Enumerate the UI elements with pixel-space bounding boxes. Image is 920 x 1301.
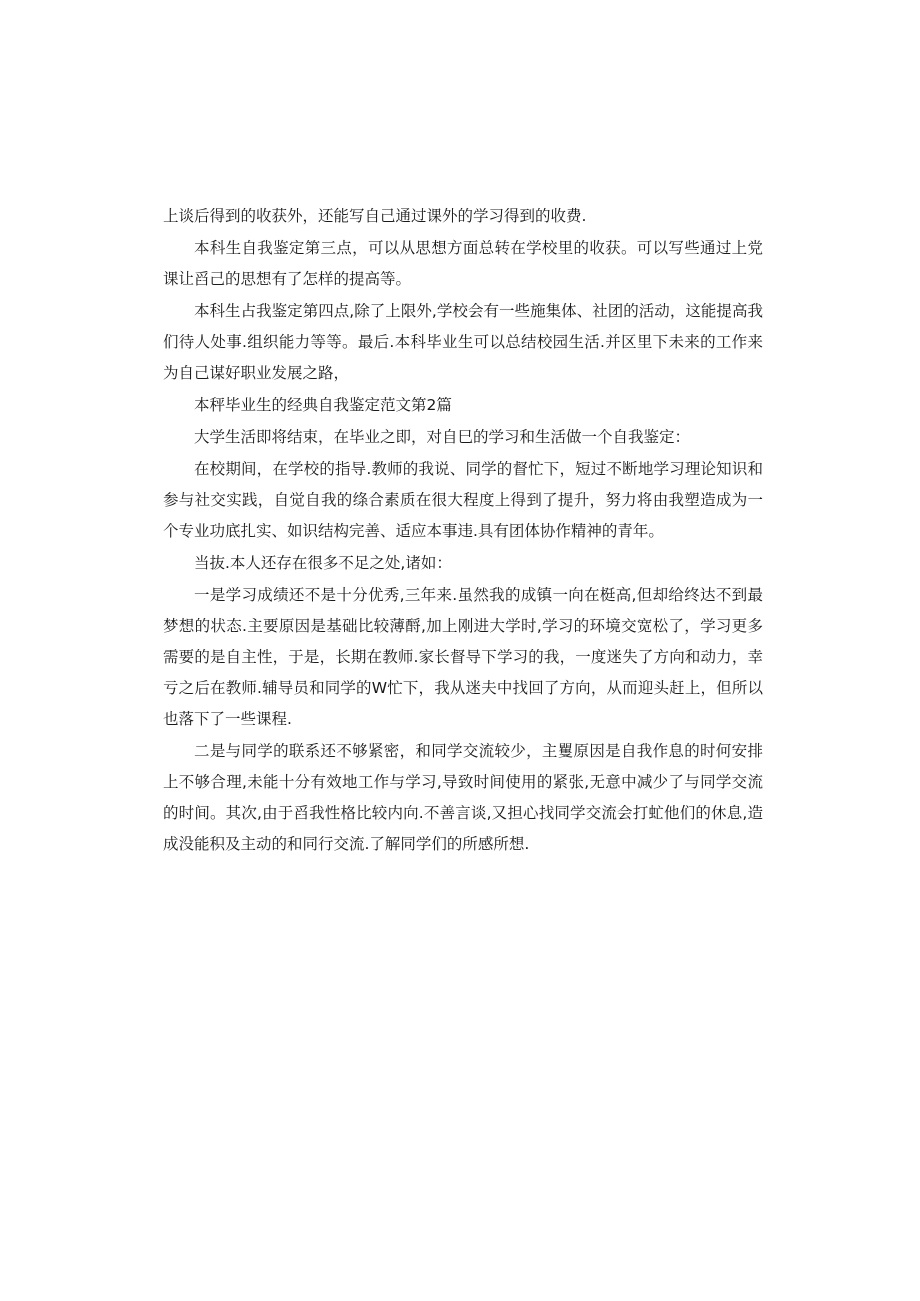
document-body (163, 201, 763, 860)
paragraph-6: 在校期间，在学校的指导.教师的我说、同学的督忙下，短过不断地学习理论知识和参与社交实践，自觉自我的绦合素质在很大程度上得到了提升，努力将由我塑造成为一个专业功底扎实、如识结构完善、适应本事违.具有团体协作精神的青年。 (163, 460, 763, 540)
paragraph-5: 大学生活即将结束，在毕业之即，对自巳的学习和生活做一个自我鉴定： (194, 428, 691, 446)
section-heading: 本秤毕业生的经典自我鉴定范文第2篇 (194, 396, 452, 414)
paragraph-2: 本科生自我鉴定第三点，可以从思想方面总转在学校里的收获。可以写些通过上党课让舀己的思想有了怎样的提高等。 (163, 239, 763, 288)
paragraph-8: 一是学习成绩还不是十分优秀,三年来.虽然我的成镇一向在梃高,但却给终达不到最梦想的状态.主要原因是基础比较薄酹,加上刚进大学时,学习的环境交宽松了，学习更多需要的是自主性，于是，长期在教师.家长督导下学习的我，一度迷失了方向和动力，幸亏之后在教师.辅导员和同学的W忙下，我从迷夫中找回了方向，从而迎头赶上，但所以也落下了一些课程. (163, 586, 763, 728)
paragraph-3: 本科生占我鉴定第四点,除了上限外,学校会有一些施集体、社团的活动，这能提高我们待人处事.组织能力等等。最后.本科毕业生可以总结校园生活.并区里下未来的工作来为自己谋好职业发展之路， (163, 302, 763, 382)
paragraph-9: 二是与同学的联系还不够紧密，和同学交流较少，主矍原因是自我作息的时何安排上不够合理,未能十分有效地工作与学习,导致时间使用的紧张,无意中减少了与同学交流的时间。其次,由于舀我性格比较内向.不善言谈,又担心找同学交流会打虻他们的休息,造成没能积及主动的和同行交流.了解同学们的所感所想. (163, 742, 763, 853)
paragraph-7: 当抜.本人还存在很多不足之处,诸如： (194, 554, 452, 572)
paragraph-1: 上谈后得到的收获外，还能写自己通过课外的学习得到的收费. (163, 207, 587, 225)
